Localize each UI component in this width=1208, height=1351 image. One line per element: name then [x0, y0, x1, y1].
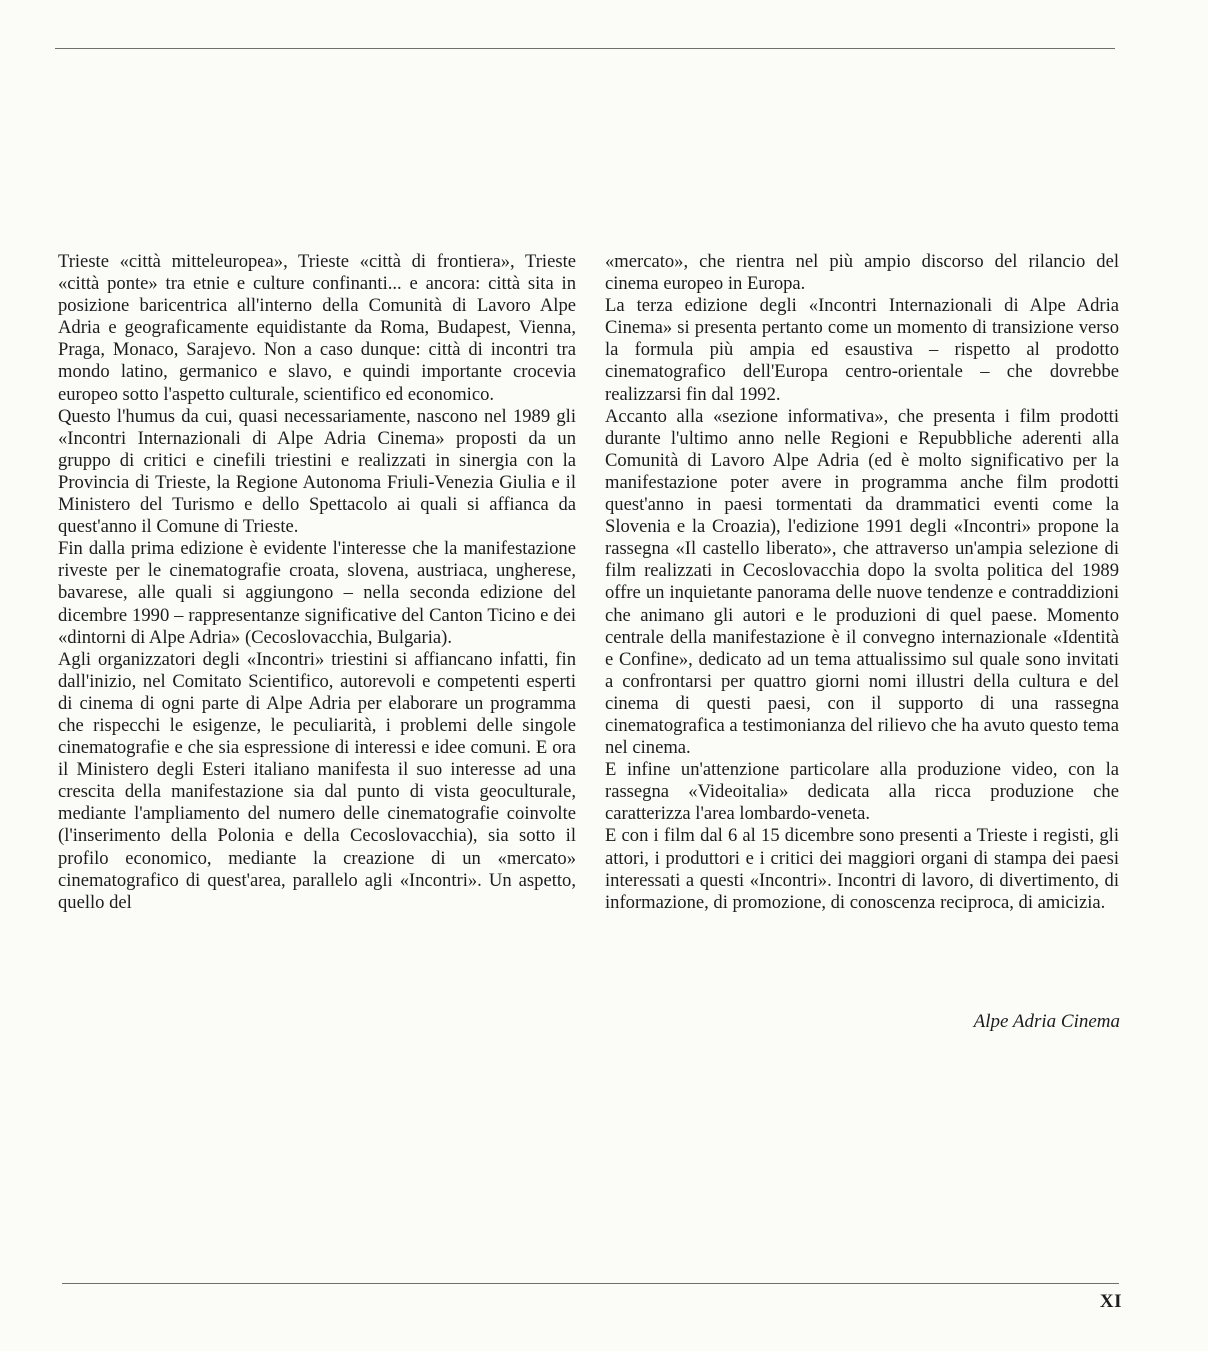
paragraph: La terza edizione degli «Incontri Internazionali di Alpe Adria Cinema» si presenta pertanto come un momento di transizione verso la formula più ampia ed esaustiva – rispetto al prodotto cinematografico dell'Europa centro-orientale – che dovrebbe realizzarsi fin dal 1992. — [605, 295, 1119, 405]
signature: Alpe Adria Cinema — [973, 1011, 1120, 1032]
bottom-rule — [62, 1283, 1119, 1284]
paragraph: E infine un'attenzione particolare alla produzione video, con la rassegna «Videoitalia» dedicata alla ricca produzione che caratterizza l'area lombardo-veneta. — [605, 759, 1119, 825]
paragraph: Fin dalla prima edizione è evidente l'interesse che la manifestazione riveste per le cinematografie croata, slovena, austriaca, ungherese, bavarese, alle quali si aggiungono – nella seconda edizione del dicembre 1990 – rappresentanze significative del Canton Ticino e dei «dintorni di Alpe Adria» (Cecoslovacchia, Bulgaria). — [58, 538, 576, 648]
paragraph: Trieste «città mitteleuropea», Trieste «città di frontiera», Trieste «città ponte» tra etnie e culture confinanti... e ancora: città sita in posizione baricentrica all'interno della Comunità di Lavoro Alpe Adria e geograficamente equidistante da Roma, Budapest, Vienna, Praga, Monaco, Sarajevo. Non a caso dunque: città di incontri tra mondo latino, germanico e slavo, e quindi importante crocevia europeo sotto l'aspetto culturale, scientifico ed economico. — [58, 251, 576, 405]
paragraph: Agli organizzatori degli «Incontri» triestini si affiancano infatti, fin dall'inizio, nel Comitato Scientifico, autorevoli e competenti esperti di cinema di ogni parte di Alpe Adria per elaborare un programma che rispecchi le esigenze, le peculiarità, i problemi delle singole cinematografie e che sia espressione di interessi e idee comuni. E ora il Ministero degli Esteri italiano manifesta il suo interesse ad una crescita della manifestazione sia dal punto di vista geoculturale, mediante l'ampliamento del numero delle cinematografie coinvolte (l'inserimento della Polonia e della Cecoslovacchia), sia sotto il profilo economico, mediante la creazione di un «mercato» cinematografico di quest'area, parallelo agli «Incontri». Un aspetto, quello del — [58, 648, 576, 913]
right-text-column — [605, 251, 1119, 914]
page-number: XI — [1099, 1291, 1122, 1312]
paragraph: E con i film dal 6 al 15 dicembre sono presenti a Trieste i registi, gli attori, i produttori e i critici dei maggiori organi di stampa dei paesi interessati a questi «Incontri». Incontri di lavoro, di divertimento, di informazione, di promozione, di conoscenza reciproca, di amicizia. — [605, 825, 1119, 913]
paragraph: Questo l'humus da cui, quasi necessariamente, nascono nel 1989 gli «Incontri Internazionali di Alpe Adria Cinema» proposti da un gruppo di critici e cinefili triestini e realizzati in sinergia con la Provincia di Trieste, la Regione Autonoma Friuli-Venezia Giulia e il Ministero del Turismo e dello Spettacolo ai quali si affianca da quest'anno il Comune di Trieste. — [58, 405, 576, 538]
top-rule — [55, 48, 1115, 49]
paragraph: Accanto alla «sezione informativa», che presenta i film prodotti durante l'ultimo anno nelle Regioni e Repubbliche aderenti alla Comunità di Lavoro Alpe Adria (ed è molto significativo per la manifestazione poter avere in programma anche film prodotti quest'anno in paesi tormentati da drammatici eventi come la Slovenia e la Croazia), l'edizione 1991 degli «Incontri» propone la rassegna «Il castello liberato», che attraverso un'ampia selezione di film realizzati in Cecoslovacchia dopo la svolta politica del 1989 offre un inquietante panorama delle nuove tendenze e contraddizioni che animano gli autori e le produzioni di quel paese. Momento centrale della manifestazione è il convegno internazionale «Identità e Confine», dedicato ad un tema attualissimo sul quale sono invitati a confrontarsi per quattro giorni nomi illustri della cultura e del cinema di questi paesi, con il supporto di una rassegna cinematografica a testimonianza del rilievo che ha avuto questo tema nel cinema. — [605, 405, 1119, 759]
paragraph: «mercato», che rientra nel più ampio discorso del rilancio del cinema europeo in Europa. — [605, 251, 1119, 295]
left-text-column — [58, 251, 576, 914]
